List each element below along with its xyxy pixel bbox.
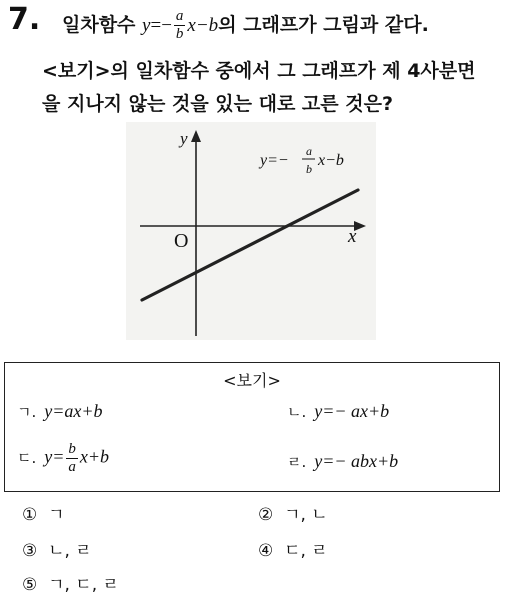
- bogi-item-4: [287, 451, 398, 472]
- stem-fraction: [174, 8, 186, 43]
- y-axis-label: y: [180, 129, 188, 148]
- graph-svg: [126, 122, 376, 340]
- bogi-item-label: ㄱ.: [17, 403, 37, 421]
- stem-eq-tail: x−b: [187, 15, 219, 36]
- graph-frac-den: b: [306, 162, 312, 176]
- choice-number: ①: [22, 505, 38, 525]
- choice-number: ②: [258, 505, 274, 525]
- bogi-item-expr: y=− ax+b: [314, 401, 390, 421]
- question-number: 7.: [8, 2, 41, 37]
- bogi-item-label: ㄹ.: [287, 453, 307, 471]
- stem-prefix: 일차함수: [62, 14, 136, 36]
- graph-frac-num: a: [306, 144, 312, 158]
- question-line-3: 을 지나지 않는 것을 있는 대로 고른 것은?: [42, 93, 393, 115]
- bogi-item-label: ㄴ.: [287, 403, 307, 421]
- bogi-item-3: [17, 441, 109, 476]
- bogi-item-label: ㄷ.: [17, 448, 37, 467]
- stem-eq-equals: =−: [150, 15, 172, 36]
- bogi-box: [4, 362, 500, 492]
- graph-figure: [126, 122, 376, 340]
- choice-number: ③: [22, 541, 38, 561]
- x-axis-label: x: [348, 226, 357, 247]
- choice-text: ㄴ, ㄹ: [48, 541, 92, 561]
- origin-label: O: [174, 230, 189, 252]
- question-line-2: <보기>의 일차함수 중에서 그 그래프가 제 4사분면: [42, 60, 476, 82]
- stem-frac-den: b: [175, 26, 184, 42]
- graph-eq-y: y=−: [260, 152, 289, 169]
- bogi-frac-den: a: [68, 459, 76, 475]
- bogi-item-1: [17, 401, 103, 422]
- bogi-frac-num: b: [68, 441, 76, 457]
- choice-text: ㄱ, ㄷ, ㄹ: [48, 575, 119, 595]
- choice-1[interactable]: [22, 500, 65, 525]
- stem-suffix: 의 그래프가 그림과 같다.: [218, 14, 429, 36]
- choice-text: ㄷ, ㄹ: [284, 541, 328, 561]
- y-axis-arrow: [191, 130, 201, 142]
- choice-2[interactable]: [258, 500, 328, 525]
- choice-number: ④: [258, 541, 274, 561]
- stem-frac-num: a: [175, 8, 184, 24]
- choice-number: ⑤: [22, 575, 38, 595]
- choice-text: ㄱ: [48, 505, 65, 525]
- bogi-title: <보기>: [223, 371, 281, 390]
- graph-eq-tail: x−b: [318, 152, 344, 169]
- choice-text: ㄱ, ㄴ: [284, 505, 328, 525]
- stem-eq-y: y: [142, 15, 151, 36]
- bogi-item-fraction: [66, 441, 78, 476]
- bogi-item-expr: y=− abx+b: [314, 451, 399, 471]
- bogi-item-2: [287, 401, 389, 422]
- question-stem: [62, 8, 429, 43]
- bogi-item-expr: y=ax+b: [44, 401, 103, 421]
- choice-3[interactable]: [22, 536, 92, 561]
- choice-4[interactable]: [258, 536, 328, 561]
- choice-5[interactable]: [22, 570, 119, 595]
- bogi-item-expr-tail: x+b: [79, 446, 110, 467]
- bogi-item-expr-prefix: y=: [44, 446, 65, 467]
